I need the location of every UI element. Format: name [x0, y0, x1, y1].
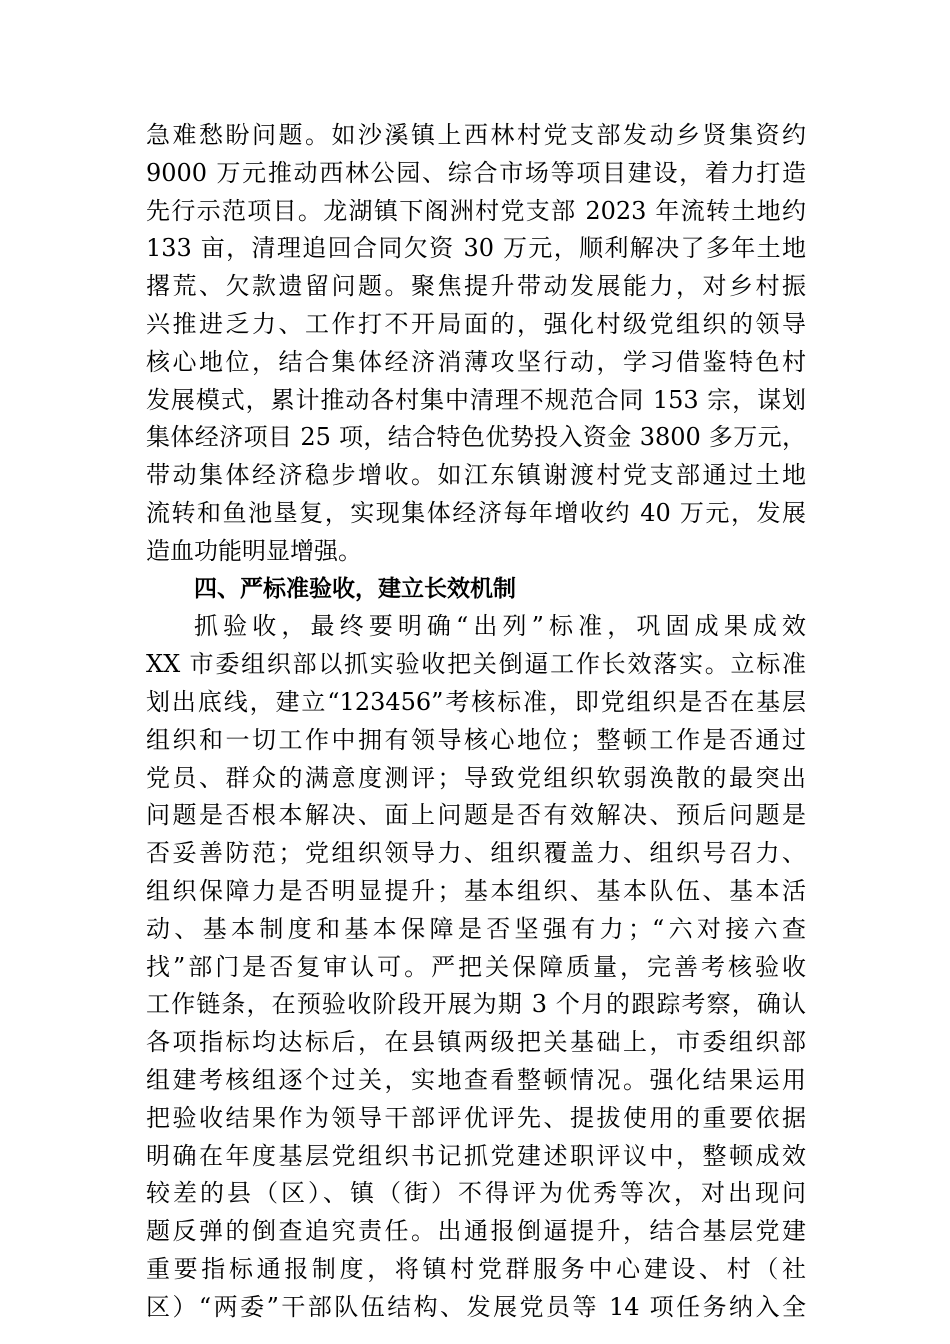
text-line: 9000 万元推动西林公园、综合市场等项目建设，着力打造: [146, 158, 806, 187]
text-line: 题反弹的倒查追究责任。出通报倒逼提升，结合基层党建: [146, 1217, 806, 1246]
text-line: 区）“两委”干部队伍结构、发展党员等 14 项任务纳入全: [146, 1292, 806, 1321]
text-line: XX 市委组织部以抓实验收把关倒逼工作长效落实。立标准: [146, 650, 806, 679]
text-line: 找”部门是否复审认可。严把关保障质量，完善考核验收: [146, 952, 806, 981]
paragraph-1: [146, 117, 806, 571]
paragraph-2: [146, 608, 806, 1326]
text-line: 党员、群众的满意度测评；导致党组织软弱涣散的最突出: [146, 763, 806, 792]
text-line: 133 亩，清理追回合同欠资 30 万元，顺利解决了多年土地: [146, 234, 806, 263]
text-line: 问题是否根本解决、面上问题是否有效解决、预后问题是: [146, 801, 806, 830]
text-line: 兴推进乏力、工作打不开局面的，强化村级党组织的领导: [146, 309, 806, 338]
section-heading: 四、严标准验收，建立长效机制: [194, 575, 516, 602]
text-line: 工作链条，在预验收阶段开展为期 3 个月的跟踪考察，确认: [146, 990, 806, 1019]
text-line: 明确在年度基层党组织书记抓党建述职评议中，整顿成效: [146, 1141, 806, 1170]
text-line: 核心地位，结合集体经济消薄攻坚行动，学习借鉴特色村: [146, 347, 806, 376]
text-line: 发展模式，累计推动各村集中清理不规范合同 153 宗，谋划: [146, 385, 806, 414]
text-line: 撂荒、欠款遗留问题。聚焦提升带动发展能力，对乡村振: [146, 272, 806, 301]
text-line: 流转和鱼池垦复，实现集体经济每年增收约 40 万元，发展: [146, 498, 806, 527]
document-body: [146, 117, 806, 1327]
text-line: 较差的县（区）、镇（街）不得评为优秀等次，对出现问: [146, 1179, 806, 1208]
text-line: 造血功能明显增强。: [146, 536, 362, 565]
text-line: 重要指标通报制度，将镇村党群服务中心建设、村（社: [146, 1254, 806, 1283]
text-line: 把验收结果作为领导干部评优评先、提拔使用的重要依据: [146, 1103, 806, 1132]
text-line: 划出底线，建立“123456”考核标准，即党组织是否在基层: [146, 687, 806, 716]
text-line: 组织和一切工作中拥有领导核心地位；整顿工作是否通过: [146, 725, 806, 754]
text-line: 集体经济项目 25 项，结合特色优势投入资金 3800 多万元，: [146, 423, 806, 452]
text-line: 带动集体经济稳步增收。如江东镇谢渡村党支部通过土地: [146, 461, 806, 490]
text-line: 组织保障力是否明显提升；基本组织、基本队伍、基本活: [146, 876, 806, 905]
text-line: 组建考核组逐个过关，实地查看整顿情况。强化结果运用: [146, 1065, 806, 1094]
text-line: 否妥善防范；党组织领导力、组织覆盖力、组织号召力、: [146, 839, 806, 868]
text-line: 急难愁盼问题。如沙溪镇上西林村党支部发动乡贤集资约: [146, 121, 806, 149]
text-line: 抓验收，最终要明确“出列”标准，巩固成果成效: [194, 612, 806, 641]
text-line: 各项指标均达标后，在县镇两级把关基础上，市委组织部: [146, 1028, 806, 1057]
text-line: 动、基本制度和基本保障是否坚强有力；“六对接六查: [146, 914, 806, 943]
text-line: 先行示范项目。龙湖镇下阁洲村党支部 2023 年流转土地约: [146, 196, 806, 225]
